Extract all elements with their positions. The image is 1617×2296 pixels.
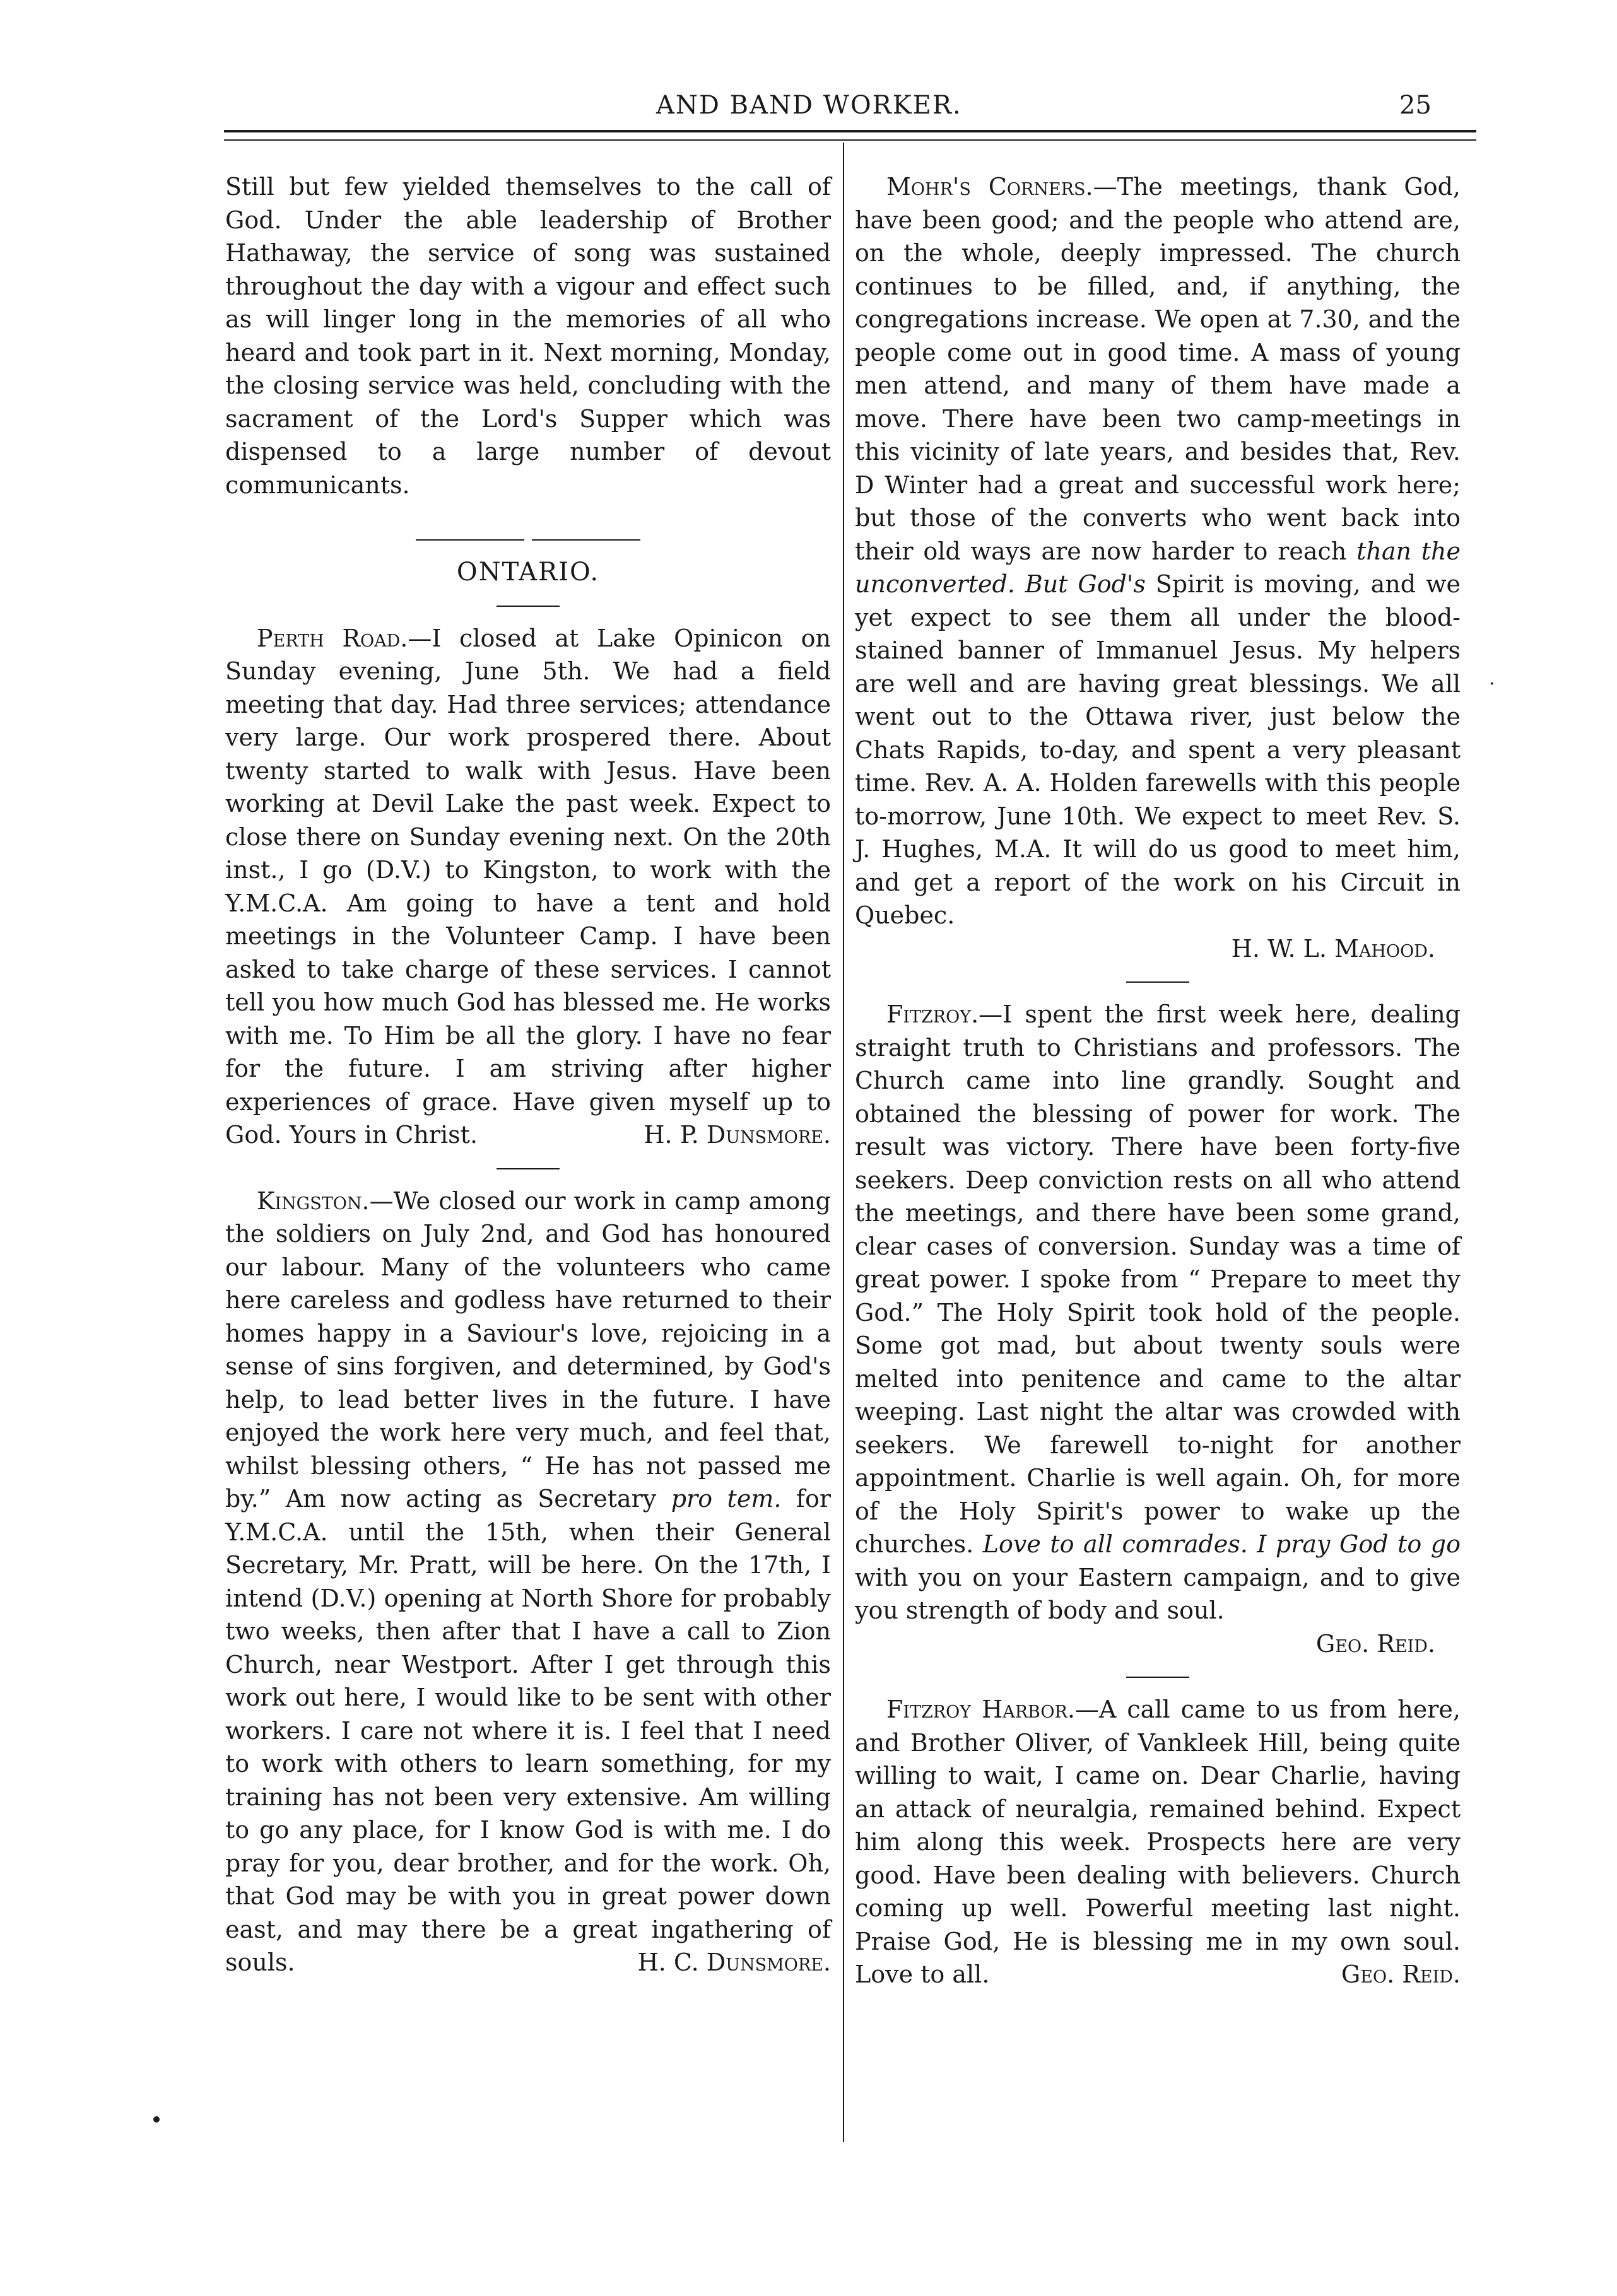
title-rule [497,606,560,607]
page-number: 25 [1399,91,1432,120]
report-signature: Geo. Reid. [1315,1629,1435,1658]
report-heading: Kingston. [257,1186,370,1215]
column-divider [843,143,844,2142]
report-fitzroy-harbor [855,1693,1461,1991]
section-title: ONTARIO. [456,558,600,587]
right-column [855,170,1461,1991]
report-body-italic: Love to all comrades. I pray God to go [982,1530,1461,1558]
report-signature: H. P. Dunsmore. [644,1121,831,1149]
report-signature: Geo. Reid. [1341,1960,1461,1988]
header-rule-thick [224,130,1476,132]
report-kingston [225,1185,831,1979]
report-separator [497,1168,560,1169]
left-column [225,170,831,1979]
report-heading: Perth Road. [257,624,408,652]
report-perth-road [225,622,831,1152]
report-body: Spirit is moving, and we yet expect to see them all under the blood-stained banner of Immanuel Jesus. My helpers are well and are having great blessings. We all went out to the Ottawa river, just below the Chats Rapids, to-day, and spent a very pleasant time. Rev. A. A. Holden farewells with this people to-morrow, June 10th. We expect to meet Rev. S. J. Hughes, M.A. It will do us good to meet him, and get a report of the work on his Circuit in Quebec. [855,570,1461,929]
report-separator [1126,981,1189,983]
section-separator [225,539,831,541]
report-body: —I spent the first week here, dealing straight truth to Christians and professors. The Church came into line grandly. Sought and obtained the blessing of power for work. The result was victory. There have been forty-five seekers. Deep conviction rests on all who attend the meetings, and there have been some grand, clear cases of conversion. Sunday was a time of great power. I spoke from “ Prepare to meet thy God.” The Holy Spirit took hold of the people. Some got mad, but about twenty souls were melted into penitence and came to the altar weeping. Last night the altar was crowded with seekers. We farewell to-night for another appointment. Charlie is well again. Oh, for more of the Holy Spirit's power to wake up the churches. [855,1000,1461,1558]
report-separator [1126,1677,1189,1678]
report-signature: H. W. L. Mahood. [1231,934,1435,963]
header-rule-thin [224,139,1476,141]
intro-paragraph: Still but few yielded themselves to the call of God. Under the able leadership of Brother Hathaway, the service of song was sustained throughout the day with a vigour and effect such as will linger long in the memories of all who heard and took part in it. Next morning, Monday, the closing service was held, concluding with the sacrament of the Lord's Supper which was dispensed to a large number of devout communicants. [225,173,831,499]
margin-speck: · [1489,673,1495,695]
report-fitzroy [855,998,1461,1627]
report-heading: Fitzroy Harbor. [886,1696,1075,1723]
running-head: AND BAND WORKER. [656,91,962,120]
report-heading: Mohr's Corners. [886,173,1093,201]
report-signature: H. C. Dunsmore. [637,1948,831,1976]
report-body: —The meetings, thank God, have been good; and the people who attend are, on the whole, deeply impressed. The church continues to be filled, and, if anything, the congregations increase. We open at 7.30, and the people come out in good time. A mass of young men attend, and many of them have made a move. There have been two camp-meetings in this vicinity of late years, and besides that, Rev. D Winter had a great and successful work here; but those of the converts who went back into their old ways are now harder to reach [855,173,1461,565]
report-body: —We closed our work in camp among the soldiers on July 2nd, and God has honoured our labour. Many of the volunteers who came here careless and godless have returned to their homes happy in a Saviour's love, rejoicing in a sense of sins forgiven, and determined, by God's help, to lead better lives in the future. I have enjoyed the work here very much, and feel that, whilst blessing others, “ He has not passed me by.” Am now acting as Secretary [225,1186,831,1513]
report-body: for Y.M.C.A. until the 15th, when their General Secretary, Mr. Pratt, will be here. On the 17th, I intend (D.V.) opening at North Shore for probably two weeks, then after that I have a call to Zion Church, near Westport. After I get through this work out here, I would like to be sent with other workers. I care not where it is. I feel that I need to work with others to learn something, for my training has not been very extensive. Am willing to go any place, for I know God is with me. I do pray for you, dear brother, and for the work. Oh, that God may be with you in great power down east, and may there be a great ingathering of souls. [225,1485,831,1976]
report-body-italic: than the unconverted. But God's [855,537,1461,598]
report-body: —A call came to us from here, and Brother Oliver, of Vankleek Hill, being quite willing to wait, I came on. Dear Charlie, having an attack of neuralgia, remained behind. Expect him along this week. Prospects here are very good. Have been dealing with believers. Church coming up well. Powerful meeting last night. Praise God, He is blessing me in my own soul. Love to all. [855,1696,1461,1988]
report-mohrs-corners [855,170,1461,932]
report-heading: Fitzroy. [886,1000,979,1028]
report-body: —I closed at Lake Opinicon on Sunday evening, June 5th. We had a field meeting that day. Had three services; attendance very large. Our work prospered there. About twenty started to walk with Jesus. Have been working at Devil Lake the past week. Expect to close there on Sunday evening next. On the 20th inst., I go (D.V.) to Kingston, to work with the Y.M.C.A. Am going to have a tent and hold meetings in the Volunteer Camp. I have been asked to take charge of these services. I cannot tell you how much God has blessed me. He works with me. To Him be all the glory. I have no fear for the future. I am striving after higher experiences of grace. Have given myself up to God. Yours in Christ. [225,624,832,1149]
report-body: with you on your Eastern campaign, and to give you strength of body and soul. [855,1563,1461,1624]
margin-speck [153,2116,160,2123]
report-body-italic: pro tem. [671,1485,782,1513]
